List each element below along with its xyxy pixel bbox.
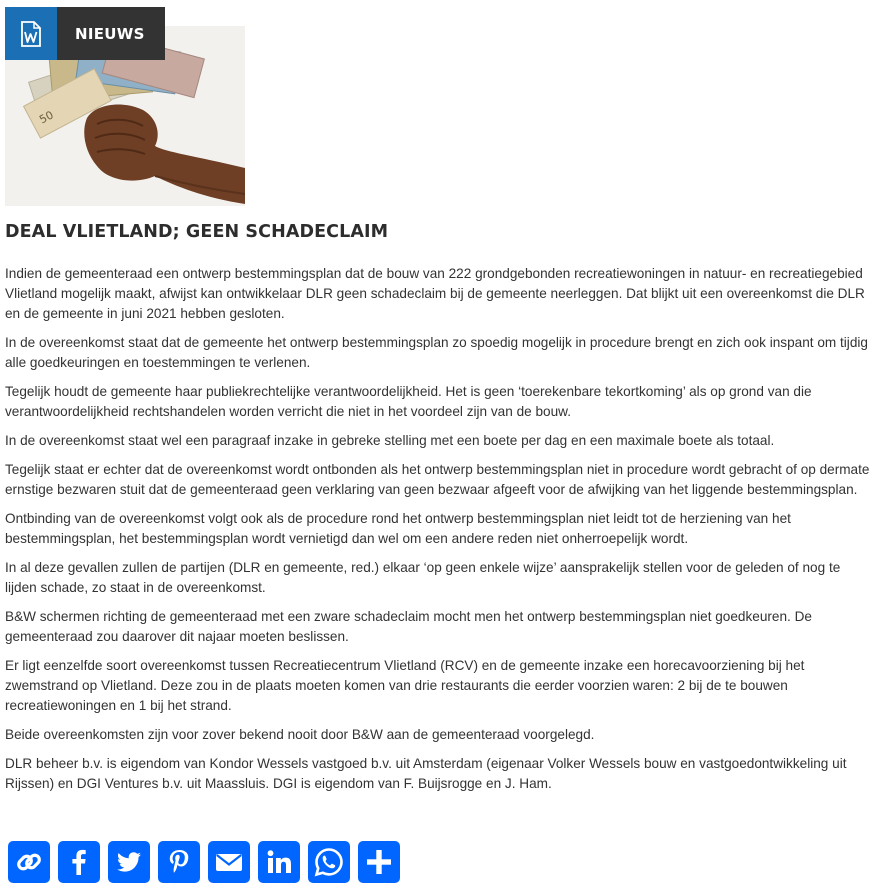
article-paragraph: DLR beheer b.v. is eigendom van Kondor Wessels vastgoed b.v. uit Amsterdam (eigenaar Volker Wessels bouw en vastgoedontwikkeling uit Rijssen) en DGI Ventures b.v. uit Maassluis. DGI is eigendom van F. Buijsrogge en J. Ham. bbox=[5, 756, 847, 791]
share-bar bbox=[8, 841, 400, 883]
whatsapp-share-button[interactable] bbox=[308, 841, 350, 883]
whatsapp-icon bbox=[313, 846, 345, 878]
svg-text:50: 50 bbox=[37, 108, 56, 127]
facebook-icon bbox=[64, 847, 94, 877]
article-paragraph: In de overeenkomst staat dat de gemeente het ontwerp bestemmingsplan zo spoedig mogelijk in procedure brengt en zich ook inspant om tijdig alle goedkeuringen en toestemmingen te verlenen. bbox=[5, 335, 868, 370]
pinterest-icon bbox=[164, 847, 194, 877]
article-paragraph: In de overeenkomst staat wel een paragraaf inzake in gebreke stelling met een boete per dag en een maximale boete als totaal. bbox=[5, 433, 775, 448]
linkedin-icon bbox=[264, 847, 294, 877]
twitter-icon bbox=[114, 847, 144, 877]
share-icon bbox=[364, 847, 394, 877]
article-title: DEAL VLIETLAND; GEEN SCHADECLAIM bbox=[5, 222, 389, 242]
email-share-button[interactable] bbox=[208, 841, 250, 883]
link-icon bbox=[14, 847, 44, 877]
email-icon bbox=[213, 847, 245, 877]
category-label[interactable]: NIEUWS bbox=[57, 7, 165, 60]
article-paragraph: In al deze gevallen zullen de partijen (DLR en gemeente, red.) elkaar ‘op geen enkele wijze’ aansprakelijk stellen voor de geleden of nog te lijden schade, zo staat in de overeenkomst. bbox=[5, 560, 841, 595]
category-badge[interactable] bbox=[5, 7, 165, 60]
article-paragraph: Ontbinding van de overeenkomst volgt ook als de procedure rond het ontwerp bestemmingsplan niet leidt tot de herziening van het bestemmingsplan, het bestemmingsplan wordt vernietigd dan wel om een andere reden niet onherroepelijk wordt. bbox=[5, 511, 791, 546]
pinterest-share-button[interactable] bbox=[158, 841, 200, 883]
article-paragraph: Tegelijk houdt de gemeente haar publiekrechtelijke verantwoordelijkheid. Het is geen ‘toerekenbare tekortkoming’ als op grond van die verantwoordelijkheid rechtshandelen worden verricht die niet in het voordeel zijn van de bouw. bbox=[5, 384, 812, 419]
share-button[interactable] bbox=[358, 841, 400, 883]
facebook-share-button[interactable] bbox=[58, 841, 100, 883]
article-paragraph: B&W schermen richting de gemeenteraad met een zware schadeclaim mocht men het ontwerp bestemmingsplan niet goedkeuren. De gemeenteraad zou daarover dit najaar moeten beslissen. bbox=[5, 609, 812, 644]
linkedin-share-button[interactable] bbox=[258, 841, 300, 883]
article-paragraph: Indien de gemeenteraad een ontwerp bestemmingsplan dat de bouw van 222 grondgebonden recreatiewoningen in natuur- en recreatiegebied Vlietland mogelijk maakt, afwijst kan ontwikkelaar DLR geen schadeclaim bij de gemeente neerleggen. Dat blijkt uit een overeenkomst die DLR en de gemeente in juni 2021 hebben gesloten. bbox=[5, 266, 865, 321]
copy-link-button[interactable] bbox=[8, 841, 50, 883]
article-paragraph: Tegelijk staat er echter dat de overeenkomst wordt ontbonden als het ontwerp bestemmingsplan niet in procedure wordt gebracht of op dermate ernstige bezwaren stuit dat de gemeenteraad geen verklaring van geen bezwaar afgeeft voor de afwijking van het liggende bestemmingsplan. bbox=[5, 462, 870, 497]
article-paragraph: Er ligt eenzelfde soort overeenkomst tussen Recreatiecentrum Vlietland (RCV) en de gemeente inzake een horecavoorziening bij het zwemstrand op Vlietland. Deze zou in de plaats moeten komen van drie restaurants die eerder voorzien waren: 2 bij de te bouwen recreatiewoningen en 1 bij het strand. bbox=[5, 658, 805, 713]
twitter-share-button[interactable] bbox=[108, 841, 150, 883]
article-paragraph: Beide overeenkomsten zijn voor zover bekend nooit door B&W aan de gemeenteraad voorgelegd. bbox=[5, 727, 595, 742]
article-body bbox=[5, 264, 871, 803]
document-icon bbox=[5, 7, 57, 60]
